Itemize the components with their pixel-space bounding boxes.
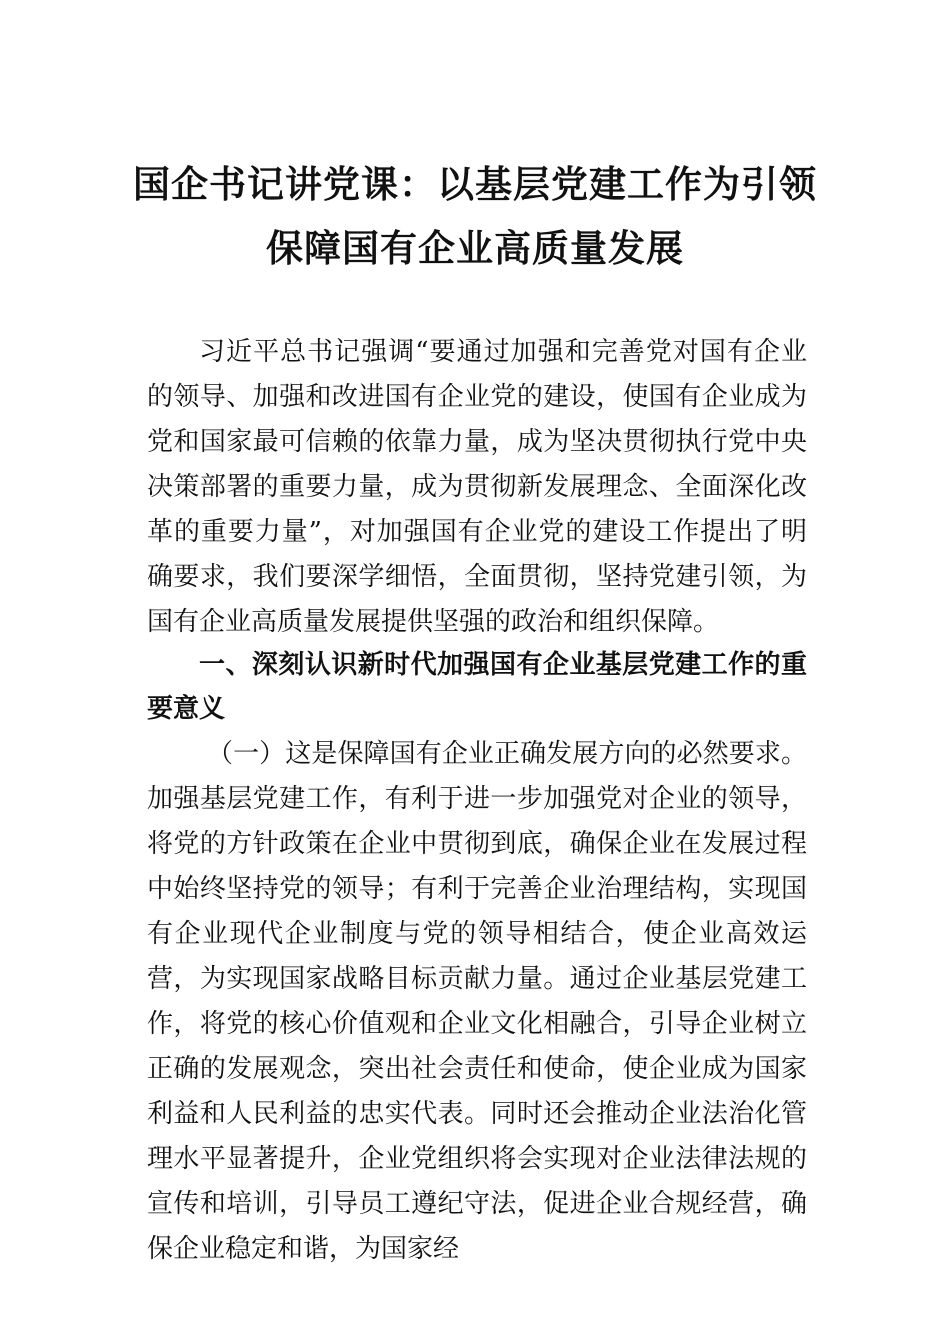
section-1-paragraph-1: （一）这是保障国有企业正确发展方向的必然要求。加强基层党建工作，有利于进一步加强党对企业的领导，将党的方针政策在企业中贯彻到底，确保企业在发展过程中始终坚持党的领导；有利于完善企业治理结构，实现国有企业现代企业制度与党的领导相结合，使企业高效运营，为实现国家战略目标贡献力量。通过企业基层党建工作，将党的核心价值观和企业文化相融合，引导企业树立正确的发展观念，突出社会责任和使命，使企业成为国家利益和人民利益的忠实代表。同时还会推动企业法治化管理水平显著提升，企业党组织将会实现对企业法律法规的宣传和培训，引导员工遵纪守法，促进企业合规经营，确保企业稳定和谐，为国家经 — [147, 739, 807, 1264]
intro-paragraph: 习近平总书记强调“要通过加强和完善党对国有企业的领导、加强和改进国有企业党的建设，使国有企业成为党和国家最可信赖的依靠力量，成为坚决贯彻执行党中央决策部署的重要力量，成为贯彻新发展理念、全面深化改革的重要力量”，对加强国有企业党的建设工作提出了明确要求，我们要深学细悟，全面贯彻，坚持党建引领，为国有企业高质量发展提供坚强的政治和组织保障。 — [147, 337, 807, 637]
section-1-heading: 一、深刻认识新时代加强国有企业基层党建工作的重要意义 — [147, 650, 807, 724]
document-title-line-2: 保障国有企业高质量发展 — [266, 226, 684, 270]
document-title-line-1: 国企书记讲党课：以基层党建工作为引领 — [133, 162, 817, 206]
